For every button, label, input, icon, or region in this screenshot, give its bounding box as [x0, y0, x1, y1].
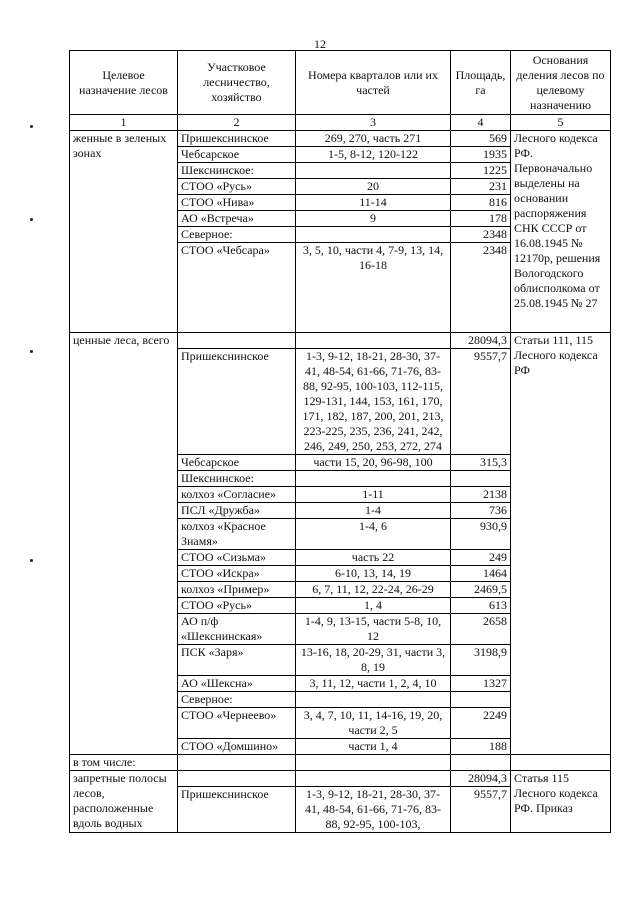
area-cell: 1327 [451, 676, 511, 692]
district-cell: СТОО «Русь» [178, 179, 296, 195]
quarters-cell: 3, 4, 7, 10, 11, 14-16, 19, 20, части 2, 5 [296, 708, 451, 739]
area-cell: 613 [451, 598, 511, 614]
area-cell: 9557,7 [451, 787, 511, 833]
district-cell: СТОО «Чернеево» [178, 708, 296, 739]
header-quarters: Номера кварталов или их частей [296, 51, 451, 115]
header-purpose: Целевое назначение лесов [70, 51, 178, 115]
district-cell: ПСЛ «Дружба» [178, 503, 296, 519]
purpose-cell: запретные полосы лесов, расположенные вдоль водных [70, 771, 178, 833]
basis-cell: Лесного кодекса РФ. Первоначально выделены на основании распоряжения СНК СССР от 16.08.1945 № 12170р, решения Вологодского облисполкома от 25.08.1945 № 27 [511, 131, 611, 333]
basis-cell: Статьи 111, 115 Лесного кодекса РФ [511, 333, 611, 755]
table-header-row [70, 51, 611, 115]
area-cell: 930,9 [451, 519, 511, 550]
district-cell: СТОО «Искра» [178, 566, 296, 582]
area-cell: 1464 [451, 566, 511, 582]
area-cell: 178 [451, 211, 511, 227]
margin-mark [30, 218, 33, 221]
table-row [70, 771, 611, 787]
district-cell: ПСК «Заря» [178, 645, 296, 676]
page-number: 12 [314, 37, 326, 51]
column-number: 1 [70, 115, 178, 131]
forest-purpose-table [69, 50, 611, 833]
district-cell: СТОО «Сизьма» [178, 550, 296, 566]
area-cell: 2348 [451, 243, 511, 333]
district-cell [178, 755, 296, 771]
district-cell: колхоз «Красное Знамя» [178, 519, 296, 550]
column-number: 3 [296, 115, 451, 131]
quarters-cell: часть 22 [296, 550, 451, 566]
quarters-cell [296, 755, 451, 771]
basis-cell [511, 755, 611, 771]
header-basis: Основания деления лесов по целевому назначению [511, 51, 611, 115]
quarters-cell: 6, 7, 11, 12, 22-24, 26-29 [296, 582, 451, 598]
area-total-cell: 28094,3 [451, 771, 511, 787]
header-area: Площадь, га [451, 51, 511, 115]
district-cell: Чебсарское [178, 455, 296, 471]
area-cell: 2469,5 [451, 582, 511, 598]
quarters-cell: 1-11 [296, 487, 451, 503]
district-cell: Шекснинское: [178, 471, 296, 487]
quarters-cell: 3, 5, 10, части 4, 7-9, 13, 14, 16-18 [296, 243, 451, 333]
area-cell: 3198,9 [451, 645, 511, 676]
area-cell: 2138 [451, 487, 511, 503]
area-cell: 2348 [451, 227, 511, 243]
column-number: 4 [451, 115, 511, 131]
area-cell: 569 [451, 131, 511, 147]
in-that-number-cell: в том числе: [70, 755, 178, 771]
district-cell: Шекснинское: [178, 163, 296, 179]
table-row [70, 131, 611, 147]
district-cell: СТОО «Русь» [178, 598, 296, 614]
quarters-cell [296, 471, 451, 487]
area-cell [451, 692, 511, 708]
district-cell: Северное: [178, 227, 296, 243]
district-cell: Северное: [178, 692, 296, 708]
area-cell [451, 471, 511, 487]
district-cell: СТОО «Домшино» [178, 739, 296, 755]
area-cell: 736 [451, 503, 511, 519]
purpose-cell: женные в зеленых зонах [70, 131, 178, 333]
column-number: 2 [178, 115, 296, 131]
area-cell: 1225 [451, 163, 511, 179]
margin-mark [30, 350, 33, 353]
area-cell: 1935 [451, 147, 511, 163]
quarters-cell: 1-3, 9-12, 18-21, 28-30, 37-41, 48-54, 61-66, 71-76, 83-88, 92-95, 100-103, 112-115, 129-131, 144, 153, 161, 170, 171, 182, 187, 200, 201, 213, 223-225, 235, 236, 241, 242, 246, 249, 250, 253, 272, 274 [296, 349, 451, 455]
area-cell: 249 [451, 550, 511, 566]
district-cell: СТОО «Нива» [178, 195, 296, 211]
district-cell: Чебсарское [178, 147, 296, 163]
area-cell: 2249 [451, 708, 511, 739]
column-number-row [70, 115, 611, 131]
column-number: 5 [511, 115, 611, 131]
margin-mark [30, 559, 33, 562]
area-cell: 816 [451, 195, 511, 211]
district-cell [178, 333, 296, 349]
quarters-cell: части 15, 20, 96-98, 100 [296, 455, 451, 471]
quarters-cell: 1-4, 6 [296, 519, 451, 550]
district-cell: Пришекснинское [178, 787, 296, 833]
district-cell: АО п/ф «Шекснинская» [178, 614, 296, 645]
area-total-cell: 28094,3 [451, 333, 511, 349]
quarters-cell [296, 163, 451, 179]
district-cell: Пришекснинское [178, 349, 296, 455]
district-cell: колхоз «Согласие» [178, 487, 296, 503]
quarters-cell: 9 [296, 211, 451, 227]
table-row [70, 755, 611, 771]
quarters-cell [296, 692, 451, 708]
quarters-cell: 1, 4 [296, 598, 451, 614]
table-row [70, 333, 611, 349]
area-cell [451, 755, 511, 771]
district-cell: СТОО «Чебсара» [178, 243, 296, 333]
quarters-cell: 13-16, 18, 20-29, 31, части 3, 8, 19 [296, 645, 451, 676]
quarters-cell: 1-5, 8-12, 120-122 [296, 147, 451, 163]
area-cell: 9557,7 [451, 349, 511, 455]
header-district: Участковое лесничество, хозяйство [178, 51, 296, 115]
quarters-cell: 3, 11, 12, части 1, 2, 4, 10 [296, 676, 451, 692]
district-cell: АО «Встреча» [178, 211, 296, 227]
quarters-cell: части 1, 4 [296, 739, 451, 755]
quarters-cell: 1-4 [296, 503, 451, 519]
quarters-cell [296, 333, 451, 349]
quarters-cell: 1-4, 9, 13-15, части 5-8, 10, 12 [296, 614, 451, 645]
quarters-cell [296, 227, 451, 243]
district-cell [178, 771, 296, 787]
margin-mark [30, 125, 33, 128]
quarters-cell: 1-3, 9-12, 18-21, 28-30, 37-41, 48-54, 61-66, 71-76, 83-88, 92-95, 100-103, [296, 787, 451, 833]
district-cell: колхоз «Пример» [178, 582, 296, 598]
quarters-cell: 269, 270, часть 271 [296, 131, 451, 147]
quarters-cell: 6-10, 13, 14, 19 [296, 566, 451, 582]
area-cell: 2658 [451, 614, 511, 645]
quarters-cell: 11-14 [296, 195, 451, 211]
quarters-cell: 20 [296, 179, 451, 195]
area-cell: 231 [451, 179, 511, 195]
quarters-cell [296, 771, 451, 787]
basis-cell: Статья 115 Лесного кодекса РФ. Приказ [511, 771, 611, 833]
area-cell: 315,3 [451, 455, 511, 471]
district-cell: АО «Шексна» [178, 676, 296, 692]
purpose-cell: ценные леса, всего [70, 333, 178, 755]
area-cell: 188 [451, 739, 511, 755]
district-cell: Пришекснинское [178, 131, 296, 147]
